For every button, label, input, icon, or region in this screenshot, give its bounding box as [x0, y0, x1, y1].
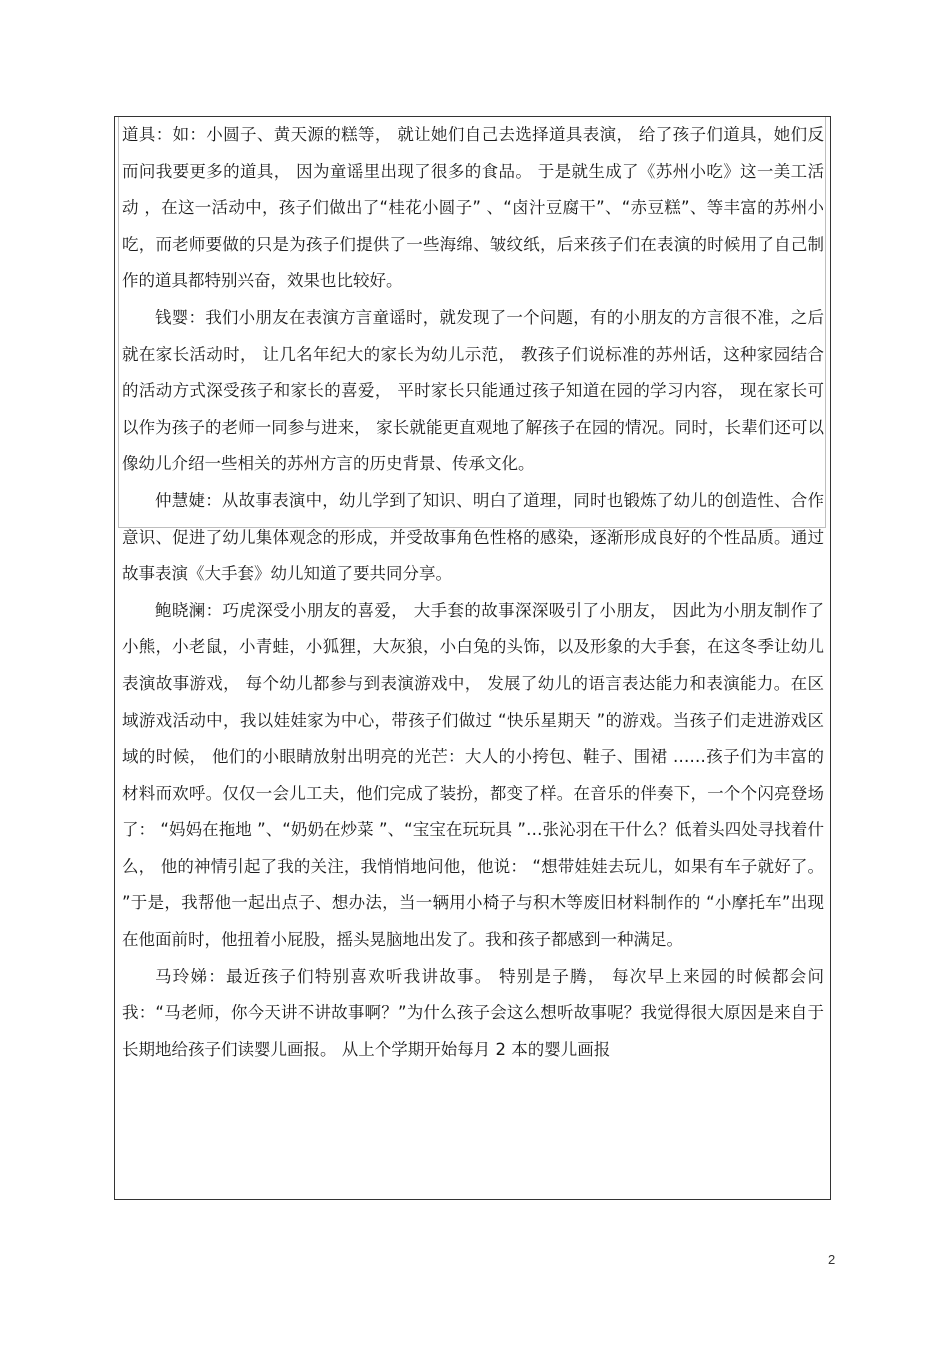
paragraph-props: 道具：如：小圆子、黄天源的糕等， 就让她们自己去选择道具表演， 给了孩子们道具，她们反而问我要更多的道具， 因为童谣里出现了很多的食品。 于是就生成了《苏州小吃》这一美工活动 ，在这一活动中，孩子们做出了“桂花小圆子” 、“卤汁豆腐干”、“赤豆糕”、等丰富的苏州小吃，而老师要做的只是为孩子们提供了一些海绵、皱纹纸，后来孩子们在表演的时候用了自己制作的道具都特别兴奋，效果也比较好。 [122, 125, 824, 291]
paragraph-zhong-huijie: 仲慧婕：从故事表演中，幼儿学到了知识、明白了道理，同时也锻炼了幼儿的创造性、合作意识、促进了幼儿集体观念的形成，并受故事角色性格的感染，逐渐形成良好的个性品质。通过故事表演《大手套》幼儿知道了要共同分享。 [122, 490, 824, 584]
document-body [122, 117, 824, 1068]
paragraph-qian-ying: 钱婴：我们小朋友在表演方言童谣时，就发现了一个问题，有的小朋友的方言很不准，之后就在家长活动时， 让几名年纪大的家长为幼儿示范， 教孩子们说标准的苏州话，这种家园结合的活动方式深受孩子和家长的喜爱， 平时家长只能通过孩子知道在园的学习内容， 现在家长可以作为孩子的老师一同参与进来， 家长就能更直观地了解孩子在园的情况。同时，长辈们还可以像幼儿介绍一些相关的苏州方言的历史背景、传承文化。 [122, 307, 824, 474]
paragraph-ma-lingdi: 马玲娣：最近孩子们特别喜欢听我讲故事。 特别是子腾， 每次早上来园的时候都会问我：“马老师，你今天讲不讲故事啊？”为什么孩子会这么想听故事呢？我觉得很大原因是来自于长期地给孩子们读婴儿画报。 从上个学期开始每月 2 本的婴儿画报 [122, 966, 824, 1059]
paragraph-bao-xiaolan: 鲍晓澜：巧虎深受小朋友的喜爱， 大手套的故事深深吸引了小朋友， 因此为小朋友制作了小熊，小老鼠，小青蛙，小狐狸，大灰狼，小白兔的头饰，以及形象的大手套，在这冬季让幼儿表演故事游戏， 每个幼儿都参与到表演游戏中， 发展了幼儿的语言表达能力和表演能力。在区域游戏活动中，我以娃娃家为中心，带孩子们做过 “快乐星期天 ”的游戏。当孩子们走进游戏区域的时候， 他们的小眼睛放射出明亮的光芒：大人的小挎包、鞋子、围裙 ……孩子们为丰富的材料而欢呼。仅仅一会儿工夫，他们完成了装扮，都变了样。在音乐的伴奏下，一个个闪亮登场了： “妈妈在拖地 ”、“奶奶在炒菜 ”、“宝宝在玩玩具 ”…张沁羽在干什么？低着头四处寻找着什么， 他的神情引起了我的关注，我悄悄地问他，他说： “想带娃娃去玩儿，如果有车子就好了。 ”于是，我帮他一起出点子、想办法，当一辆用小椅子与积木等废旧材料制作的 “小摩托车”出现在他面前时，他扭着小屁股，摇头晃脑地出发了。我和孩子都感到一种满足。 [122, 600, 824, 950]
page-number: 2 [828, 1252, 836, 1267]
